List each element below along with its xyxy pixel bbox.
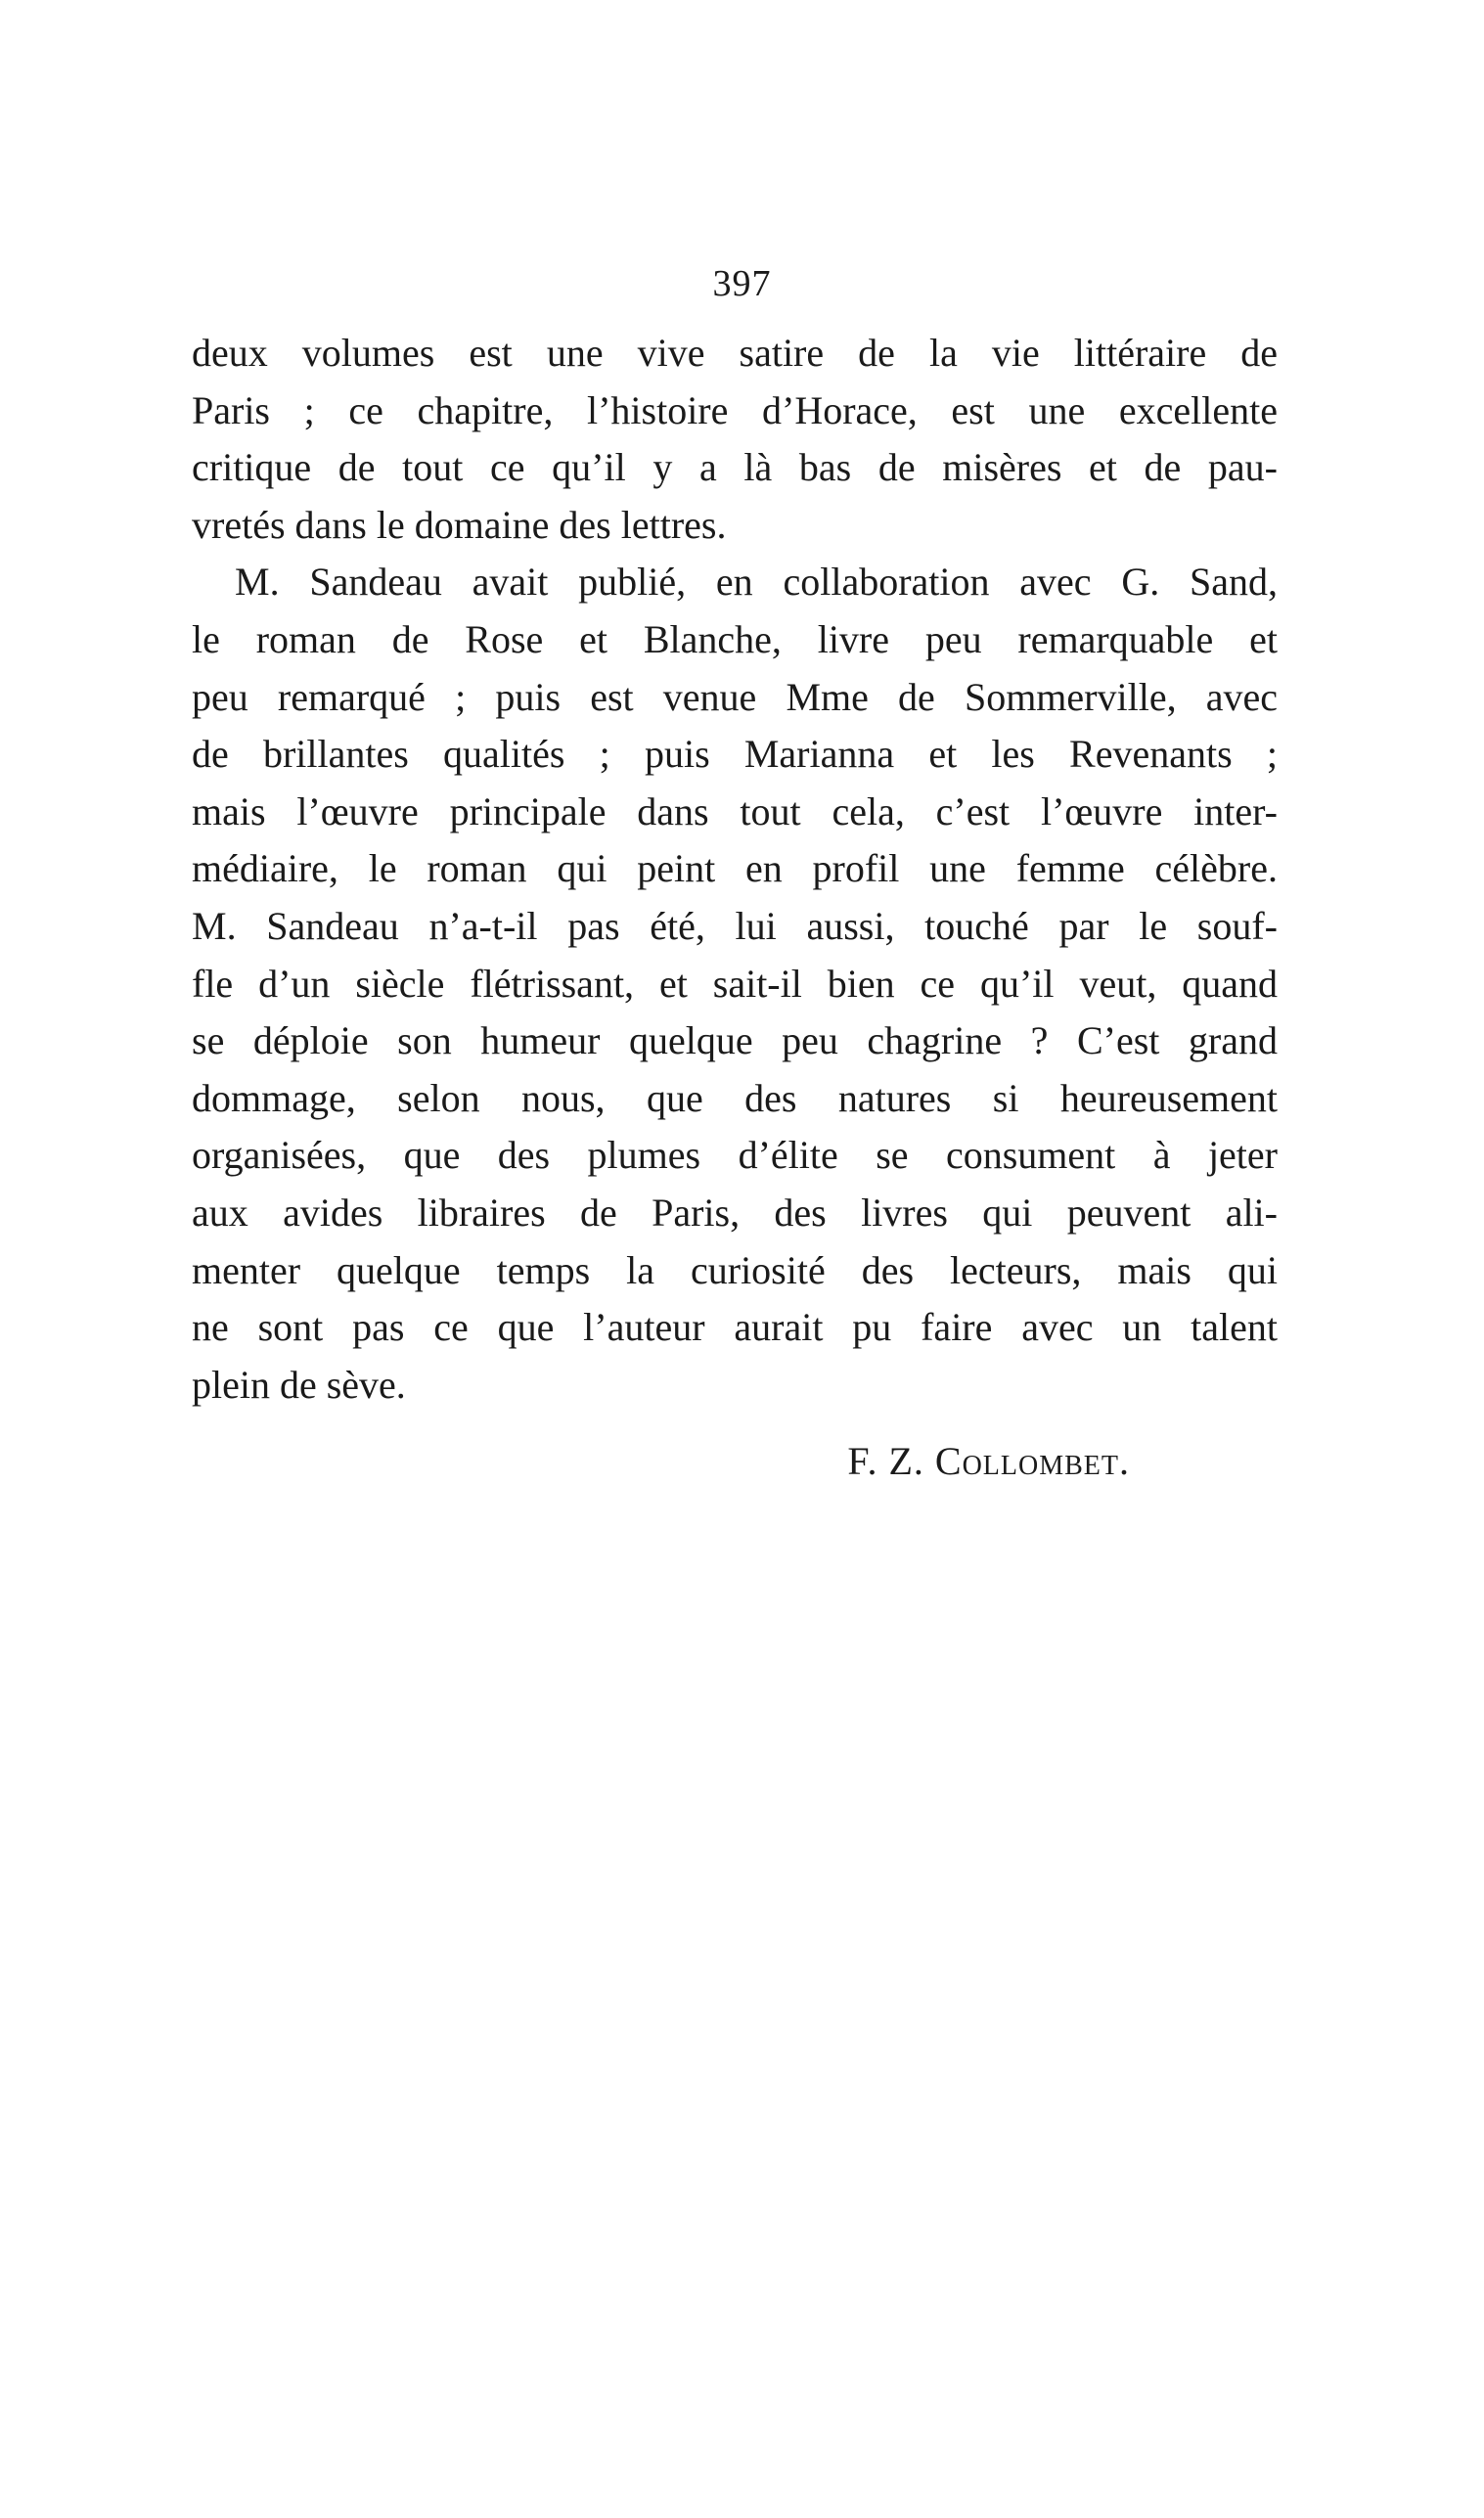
signature-text: F. Z. Collombet. (847, 1439, 1130, 1483)
page-number: 397 (712, 263, 772, 304)
text-line: critique de tout ce qu’il y a là bas de misères et de pau- (192, 445, 1278, 490)
text-line: ne sont pas ce que l’auteur aurait pu faire avec un talent (192, 1305, 1278, 1350)
text-line: se déploie son humeur quelque peu chagrine ? C’est grand (192, 1018, 1278, 1063)
text-line: médiaire, le roman qui peint en profil une femme célèbre. (192, 846, 1278, 891)
text-line: organisées, que des plumes d’élite se consument à jeter (192, 1133, 1278, 1178)
text-line: M. Sandeau n’a-t-il pas été, lui aussi, touché par le souf- (192, 903, 1278, 948)
body-text (192, 325, 1278, 1414)
text-line: le roman de Rose et Blanche, livre peu remarquable et (192, 616, 1278, 661)
text-line: peu remarqué ; puis est venue Mme de Sommerville, avec (192, 674, 1278, 719)
text-line: M. Sandeau avait publié, en collaboration avec G. Sand, (235, 560, 1278, 605)
text-line: deux volumes est une vive satire de la vie littéraire de (192, 331, 1278, 375)
text-line: menter quelque temps la curiosité des lecteurs, mais qui (192, 1247, 1278, 1292)
text-line: Paris ; ce chapitre, l’histoire d’Horace, est une excellente (192, 387, 1278, 432)
author-signature (0, 1438, 1130, 1484)
text-line: de brillantes qualités ; puis Marianna et les Revenants ; (192, 732, 1278, 777)
text-line: dommage, selon nous, que des natures si heureusement (192, 1075, 1278, 1120)
text-line: plein de sève. (192, 1362, 406, 1407)
text-line: mais l’œuvre principale dans tout cela, c’est l’œuvre inter- (192, 788, 1278, 833)
text-line: fle d’un siècle flétrissant, et sait-il bien ce qu’il veut, quand (192, 961, 1278, 1006)
text-line: aux avides libraires de Paris, des livres qui peuvent ali- (192, 1190, 1278, 1235)
text-line: vretés dans le domaine des lettres. (192, 502, 727, 547)
